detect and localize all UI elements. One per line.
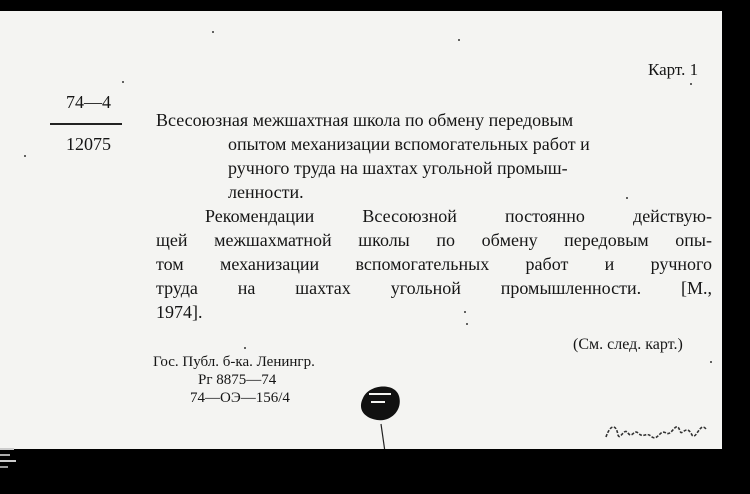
abstract-line-2: щей межшахматной школы по обмену передовым опы-: [156, 230, 712, 250]
paper-speck: [464, 311, 466, 313]
title-line-1: Всесоюзная межшахтная школа по обмену передовым: [156, 110, 574, 130]
abstract-line-5: 1974].: [156, 302, 203, 322]
paper-speck: [466, 323, 468, 325]
see-next-card-note: (См. след. карт.): [573, 336, 683, 353]
inventory-number: 12075: [66, 134, 111, 154]
ink-blot-stamp: [355, 376, 405, 449]
shelf-mark: 74—4: [66, 92, 111, 112]
abstract-line-4: труда на шахтах угольной промышленности. [М.,: [156, 278, 712, 298]
paper-speck: [626, 197, 628, 199]
library-order-code: Рг 8875—74: [198, 372, 277, 388]
library-name: Гос. Публ. б-ка. Ленингр.: [153, 354, 315, 370]
library-series-code: 74—ОЭ—156/4: [190, 390, 290, 406]
card-number: Карт. 1: [648, 60, 699, 79]
shelf-mark-divider: [50, 123, 122, 125]
title-line-3: ручного труда на шахтах угольной промыш-: [228, 158, 568, 178]
paper-speck: [212, 31, 214, 33]
paper-speck: [690, 83, 692, 85]
title-line-4: ленности.: [228, 182, 304, 202]
scan-edge-marks: [0, 440, 40, 494]
paper-speck: [24, 155, 26, 157]
handwritten-signature: [602, 411, 712, 447]
paper-speck: [710, 361, 712, 363]
title-line-2: опытом механизации вспомогательных работ и: [228, 134, 590, 154]
paper-speck: [122, 81, 124, 83]
paper-speck: [244, 347, 246, 349]
catalog-card: [0, 11, 722, 449]
abstract-line-1: Рекомендации Всесоюзной постоянно действую-: [205, 206, 712, 226]
abstract-line-3: том механизации вспомогательных работ и ручного: [156, 254, 712, 274]
paper-speck: [458, 39, 460, 41]
